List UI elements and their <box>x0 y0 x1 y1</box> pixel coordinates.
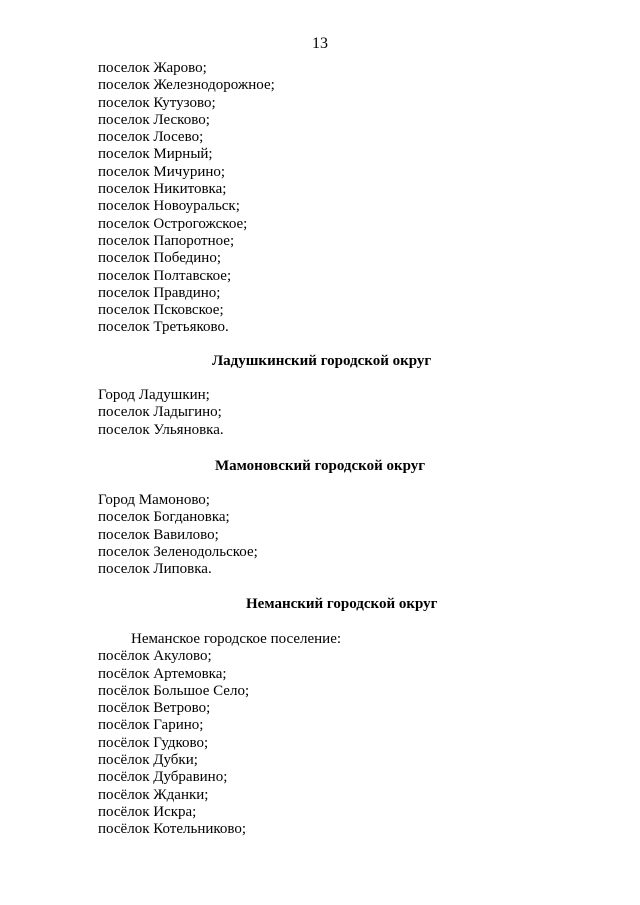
list-item: посёлок Большое Село; <box>98 682 250 699</box>
list-item: поселок Лосево; <box>98 129 204 146</box>
list-item: посёлок Котельниково; <box>98 821 247 838</box>
list-item: поселок Третьяково. <box>98 319 229 336</box>
list-item: поселок Богдановка; <box>98 509 230 526</box>
list-item: посёлок Искра; <box>98 803 197 820</box>
list-item: поселок Мирный; <box>98 146 213 163</box>
list-item: посёлок Ветрово; <box>98 700 211 717</box>
list-item: посёлок Дубравино; <box>98 769 228 786</box>
settlement-list-top <box>98 60 275 337</box>
list-item: поселок Вавилово; <box>98 526 219 543</box>
list-item: поселок Псковское; <box>98 302 224 319</box>
list-item: посёлок Жданки; <box>98 786 209 803</box>
settlement-list-ladushkin <box>98 387 224 439</box>
list-item: поселок Острогожское; <box>98 215 248 232</box>
list-item: поселок Липовка. <box>98 561 212 578</box>
list-item: поселок Лесково; <box>98 111 210 128</box>
list-item: поселок Зеленодольское; <box>98 543 258 560</box>
section-heading-mamonovo: Мамоновский городской округ <box>215 458 426 474</box>
list-item: Город Ладушкин; <box>98 387 210 403</box>
list-item: поселок Ладыгино; <box>98 404 222 421</box>
list-item: поселок Железнодорожное; <box>98 77 275 94</box>
list-item: посёлок Гудково; <box>98 734 209 751</box>
list-item: поселок Правдино; <box>98 284 221 301</box>
list-item: посёлок Гарино; <box>98 717 204 734</box>
list-item: поселок Никитовка; <box>98 181 227 198</box>
section-heading-ladushkin: Ладушкинский городской округ <box>212 353 432 369</box>
section-heading-neman: Неманский городской округ <box>246 596 438 612</box>
list-item: поселок Мичурино; <box>98 163 226 180</box>
list-item: посёлок Артемовка; <box>98 665 227 682</box>
list-item: посёлок Дубки; <box>98 752 198 769</box>
list-item: поселок Папоротное; <box>98 232 235 249</box>
list-item: поселок Новоуральск; <box>98 198 240 215</box>
list-item: посёлок Акулово; <box>98 648 212 665</box>
list-item: поселок Жарово; <box>98 60 207 76</box>
settlement-list-neman <box>98 631 341 839</box>
list-item: поселок Ульяновка. <box>98 421 224 438</box>
settlement-list-mamonovo <box>98 492 258 578</box>
subsection-heading: Неманское городское поселение: <box>131 631 342 647</box>
page-number: 13 <box>312 35 328 52</box>
list-item: поселок Победино; <box>98 250 222 267</box>
list-item: поселок Кутузово; <box>98 94 216 111</box>
list-item: поселок Полтавское; <box>98 267 232 284</box>
list-item: Город Мамоново; <box>98 492 210 508</box>
